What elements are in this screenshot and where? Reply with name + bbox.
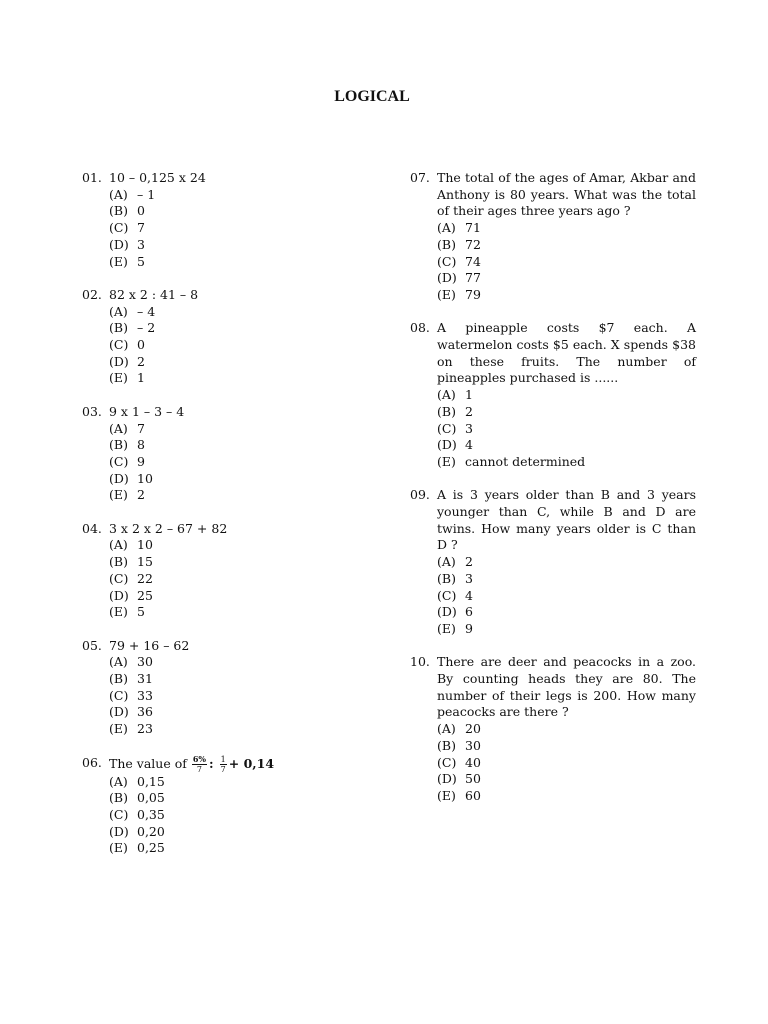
answer-option [109,337,362,354]
option-letter: (A) [437,554,456,570]
option-letter: (A) [437,721,456,737]
question-text-main: 3 x 2 x 2 – 67 + 82 [109,520,228,536]
answer-option [437,788,696,805]
option-value: 0,20 [137,823,165,839]
question-spacer [82,621,362,638]
option-value: 3 [465,570,473,586]
option-letter: (A) [109,420,128,436]
option-value: 5 [137,604,145,620]
option-value: 8 [137,437,145,453]
answer-option [109,471,362,488]
option-value: 1 [137,370,145,386]
question-number: 05. [82,637,102,653]
option-letter: (B) [437,403,456,419]
option-value: 2 [465,554,473,570]
option-letter: (D) [109,823,129,839]
question-number: 08. [410,320,430,336]
option-value: 36 [137,704,153,720]
answer-option [109,537,362,554]
option-value: 72 [465,236,481,252]
question-number: 10. [410,654,430,670]
option-letter: (D) [437,270,457,286]
option-value: 40 [465,754,481,770]
answer-option [437,237,696,254]
option-letter: (E) [437,453,456,469]
answer-option [437,571,696,588]
option-value: 0,35 [137,806,165,822]
option-letter: (C) [109,687,129,703]
right-column [410,170,696,805]
question-text-main: The total of the ages of Amar, Akbar and Anthony is 80 years. What was the total of their ages three years ago ? [437,170,696,219]
option-value: – 2 [137,320,156,336]
answer-option [109,588,362,605]
option-letter: (D) [437,771,457,787]
question-spacer [82,738,362,755]
answer-option [437,437,696,454]
option-value: 1 [465,387,473,403]
option-value: 31 [137,671,153,687]
option-letter: (B) [437,236,456,252]
question-spacer [410,471,696,488]
question-text-main: 82 x 2 : 41 – 8 [109,286,199,302]
question-03 [82,404,362,504]
question-05 [82,638,362,738]
answer-option [437,755,696,772]
option-letter: (C) [109,220,129,236]
question-text [437,170,696,220]
question-text-main: The value of [109,755,187,771]
option-value: 33 [137,687,153,703]
answer-option [109,454,362,471]
fraction-2 [220,755,227,774]
answer-option [109,203,362,220]
option-letter: (B) [109,671,128,687]
answer-option [109,187,362,204]
question-text [109,287,362,304]
answer-option [437,254,696,271]
question-text [109,170,362,187]
option-value: cannot determined [465,453,586,469]
question-text [437,487,696,554]
question-text [109,755,362,774]
option-value: 77 [465,270,481,286]
answer-option [437,621,696,638]
fraction-1-numerator: 6% [192,753,207,764]
answer-option [109,220,362,237]
answer-option [109,554,362,571]
question-01 [82,170,362,270]
fraction-1 [192,755,207,774]
option-value: 3 [465,420,473,436]
option-letter: (D) [109,587,129,603]
question-text-main: A pineapple costs $7 each. A watermelon costs $5 each. X spends $38 on these fruits. The number of pineapples purchased is ...... [437,320,696,386]
question-number: 02. [82,286,102,302]
option-letter: (A) [109,303,128,319]
question-spacer [410,638,696,655]
question-number: 09. [410,487,430,503]
answer-option [109,604,362,621]
option-value: 60 [465,787,481,803]
answer-option [437,604,696,621]
answer-option [437,554,696,571]
answer-option [109,654,362,671]
answer-option [109,671,362,688]
option-letter: (B) [437,737,456,753]
answer-option [109,571,362,588]
answer-option [437,771,696,788]
question-09 [410,487,696,637]
option-letter: (C) [437,587,457,603]
option-letter: (A) [437,220,456,236]
expression-tail: + 0,14 [228,755,275,771]
option-value: 71 [465,220,481,236]
question-06 [82,755,362,858]
question-spacer [82,504,362,521]
question-number: 06. [82,754,102,770]
option-value: 25 [137,587,153,603]
answer-option [109,237,362,254]
question-text [437,654,696,721]
question-text [437,320,696,387]
option-letter: (B) [109,320,128,336]
fraction-2-denominator: 7 [220,764,226,774]
option-letter: (C) [109,806,129,822]
answer-option [109,824,362,841]
option-letter: (A) [109,654,128,670]
option-value: 79 [465,286,481,302]
question-07 [410,170,696,304]
option-value: – 1 [137,186,156,202]
answer-option [109,840,362,857]
page-title: LOGICAL [334,88,410,105]
answer-option [437,738,696,755]
option-value: 30 [137,654,153,670]
answer-option [437,404,696,421]
answer-option [437,270,696,287]
option-letter: (E) [109,604,128,620]
option-letter: (B) [109,437,128,453]
question-text-main: 79 + 16 – 62 [109,637,190,653]
option-value: 4 [465,587,473,603]
option-letter: (B) [109,554,128,570]
option-letter: (C) [437,253,457,269]
answer-option [437,454,696,471]
option-letter: (E) [437,787,456,803]
answer-option [109,370,362,387]
option-value: 4 [465,437,473,453]
q6-expression [190,753,275,774]
option-value: 2 [137,353,145,369]
answer-option [109,704,362,721]
option-letter: (C) [437,420,457,436]
question-08 [410,320,696,470]
question-spacer [410,304,696,321]
question-02 [82,287,362,387]
option-value: 10 [137,537,153,553]
question-text [109,404,362,421]
answer-option [109,688,362,705]
option-value: 9 [465,620,473,636]
option-value: 23 [137,721,153,737]
option-value: 0 [137,203,145,219]
colon-symbol: : [209,755,214,771]
option-letter: (B) [109,203,128,219]
answer-option [109,354,362,371]
option-letter: (D) [437,604,457,620]
option-value: 15 [137,554,153,570]
option-letter: (C) [437,754,457,770]
option-letter: (C) [109,337,129,353]
option-letter: (A) [109,537,128,553]
option-value: 30 [465,737,481,753]
option-letter: (E) [437,620,456,636]
option-value: 10 [137,470,153,486]
answer-option [109,721,362,738]
question-10 [410,654,696,804]
question-04 [82,521,362,621]
option-value: 5 [137,253,145,269]
answer-option [109,437,362,454]
option-letter: (A) [109,773,128,789]
option-letter: (D) [109,353,129,369]
option-value: 2 [465,403,473,419]
question-text-main: There are deer and peacocks in a zoo. By counting heads they are 80. The number of their legs is 200. How many peacocks are there ? [437,654,696,720]
option-value: 0 [137,337,145,353]
option-letter: (E) [109,840,128,856]
option-letter: (B) [437,570,456,586]
answer-option [437,287,696,304]
answer-option [109,790,362,807]
answer-option [437,588,696,605]
answer-option [109,254,362,271]
question-text-main: 9 x 1 – 3 – 4 [109,403,185,419]
answer-option [109,304,362,321]
question-text-main: A is 3 years older than B and 3 years younger than C, while B and D are twins. How many years older is C than D ? [437,487,696,553]
option-letter: (C) [109,453,129,469]
option-letter: (E) [109,721,128,737]
question-number: 01. [82,170,102,185]
question-number: 07. [410,170,430,185]
option-letter: (E) [109,370,128,386]
option-value: 0,15 [137,773,165,789]
option-value: 2 [137,487,145,503]
answer-option [109,807,362,824]
question-text [109,638,362,655]
option-value: 7 [137,220,145,236]
option-value: 22 [137,570,153,586]
option-value: 3 [137,236,145,252]
option-value: – 4 [137,303,156,319]
answer-option [437,387,696,404]
answer-option [437,220,696,237]
question-text [109,521,362,538]
option-letter: (B) [109,790,128,806]
option-letter: (A) [109,186,128,202]
option-value: 9 [137,453,145,469]
left-column [82,170,362,857]
option-letter: (E) [437,286,456,302]
option-value: 0,25 [137,840,165,856]
answer-option [109,774,362,791]
option-value: 74 [465,253,481,269]
option-letter: (E) [109,253,128,269]
answer-option [109,320,362,337]
question-spacer [82,270,362,287]
option-value: 0,05 [137,790,165,806]
question-number: 03. [82,403,102,419]
fraction-2-numerator: 1 [220,754,226,764]
option-letter: (D) [437,437,457,453]
option-letter: (E) [109,487,128,503]
option-value: 20 [465,721,481,737]
fraction-1-denominator: 7 [196,764,202,774]
option-letter: (D) [109,470,129,486]
question-spacer [82,387,362,404]
answer-option [437,421,696,438]
option-letter: (D) [109,704,129,720]
option-letter: (D) [109,236,129,252]
option-value: 50 [465,771,481,787]
answer-option [437,721,696,738]
option-value: 6 [465,604,473,620]
option-letter: (C) [109,570,129,586]
question-number: 04. [82,520,102,536]
option-letter: (A) [437,387,456,403]
answer-option [109,421,362,438]
answer-option [109,487,362,504]
option-value: 7 [137,420,145,436]
question-text-main: 10 – 0,125 x 24 [109,170,206,185]
